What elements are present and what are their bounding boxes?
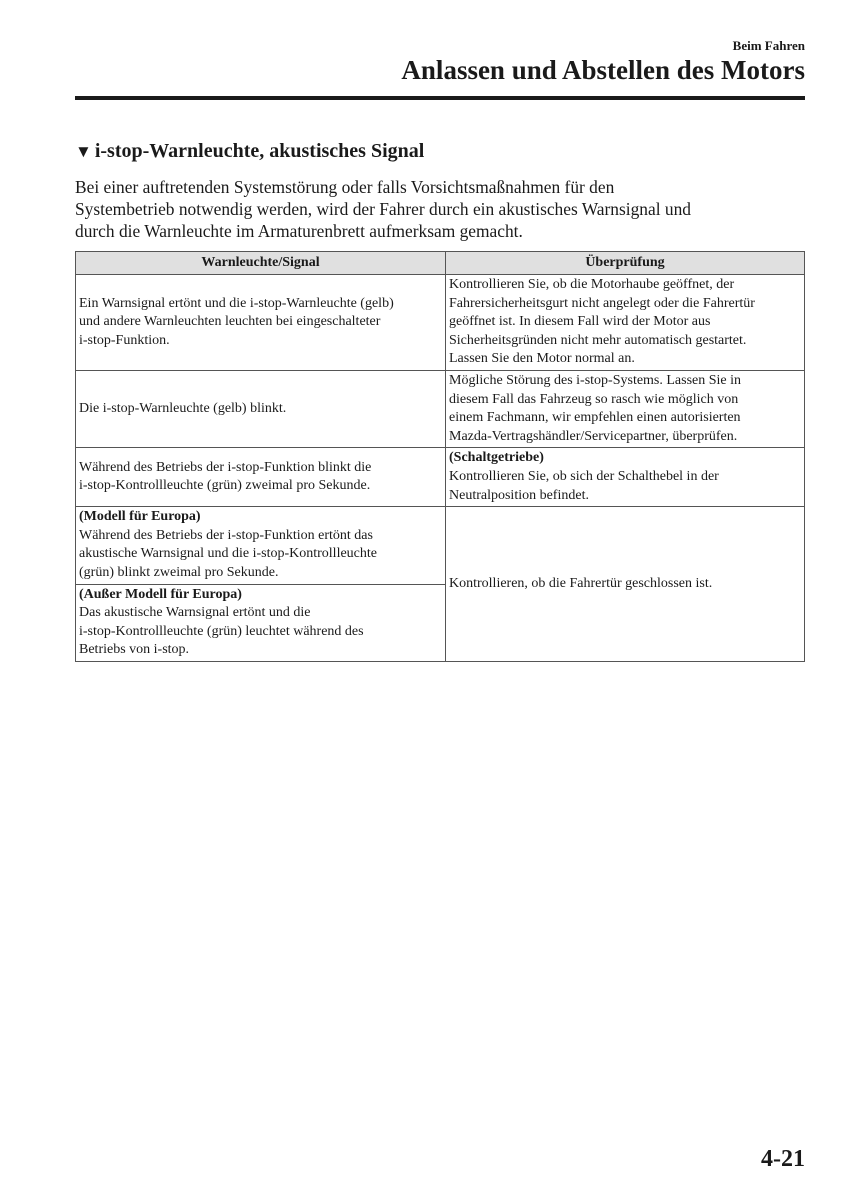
section-heading xyxy=(75,140,424,163)
check-subheading: (Schaltgetriebe) xyxy=(449,450,544,466)
page-number: 4-21 xyxy=(761,1146,805,1172)
check-cell: Mögliche Störung des i-stop-Systems. Lassen Sie in diesem Fall das Fahrzeug so rasch wie möglich von einem Fachmann, wir empfehlen einen autorisierten Mazda-Vertragshändler/Servicepartner, überprüfen. xyxy=(446,370,805,447)
intro-paragraph xyxy=(75,176,810,242)
table-row xyxy=(76,507,805,584)
triangle-down-icon: ▼ xyxy=(75,142,92,161)
signal-cell: Während des Betriebs der i-stop-Funktion blinkt die i-stop-Kontrollleuchte (grün) zweimal pro Sekunde. xyxy=(76,448,446,507)
check-cell: Kontrollieren Sie, ob die Motorhaube geöffnet, der Fahrersicherheitsgurt nicht angelegt oder die Fahrertür geöffnet ist. In diesem Fall wird der Motor aus Sicherheitsgründen nicht mehr automatisch gestartet. Lassen Sie den Motor normal an. xyxy=(446,275,805,371)
column-header-check: Überprüfung xyxy=(446,252,805,275)
check-cell: (Schaltgetriebe) Kontrollieren Sie, ob sich der Schalthebel in der Neutralposition befindet. xyxy=(446,448,805,507)
signal-cell: Die i-stop-Warnleuchte (gelb) blinkt. xyxy=(76,370,446,447)
header-divider xyxy=(75,96,805,100)
intro-line: Bei einer auftretenden Systemstörung oder falls Vorsichtsmaßnahmen für den xyxy=(75,177,615,197)
check-cell: Kontrollieren, ob die Fahrertür geschlossen ist. xyxy=(446,507,805,662)
table-row xyxy=(76,448,805,507)
intro-line: durch die Warnleuchte im Armaturenbrett aufmerksam gemacht. xyxy=(75,221,523,241)
signal-cell: (Außer Modell für Europa) Das akustische Warnsignal ertönt und die i-stop-Kontrollleuchte (grün) leuchtet während des Betriebs von i-stop. xyxy=(76,584,446,661)
signal-subheading: (Modell für Europa) xyxy=(79,509,201,525)
table-row xyxy=(76,275,805,371)
intro-line: Systembetrieb notwendig werden, wird der Fahrer durch ein akustisches Warnsignal und xyxy=(75,199,691,219)
running-section-label: Beim Fahren xyxy=(732,38,805,53)
page-title: Anlassen und Abstellen des Motors xyxy=(401,55,805,85)
section-heading-text: i-stop-Warnleuchte, akustisches Signal xyxy=(94,140,425,162)
signal-cell: Ein Warnsignal ertönt und die i-stop-Warnleuchte (gelb) und andere Warnleuchten leuchten bei eingeschalteter i-stop-Funktion. xyxy=(76,275,446,371)
column-header-signal: Warnleuchte/Signal xyxy=(76,252,446,275)
table-row xyxy=(76,370,805,447)
table-header-row xyxy=(76,252,805,275)
signal-cell: (Modell für Europa) Während des Betriebs der i-stop-Funktion ertönt das akustische Warnsignal und die i-stop-Kontrollleuchte (grün) blinkt zweimal pro Sekunde. xyxy=(76,507,446,584)
warning-signal-table xyxy=(75,251,805,662)
signal-subheading: (Außer Modell für Europa) xyxy=(79,586,242,602)
